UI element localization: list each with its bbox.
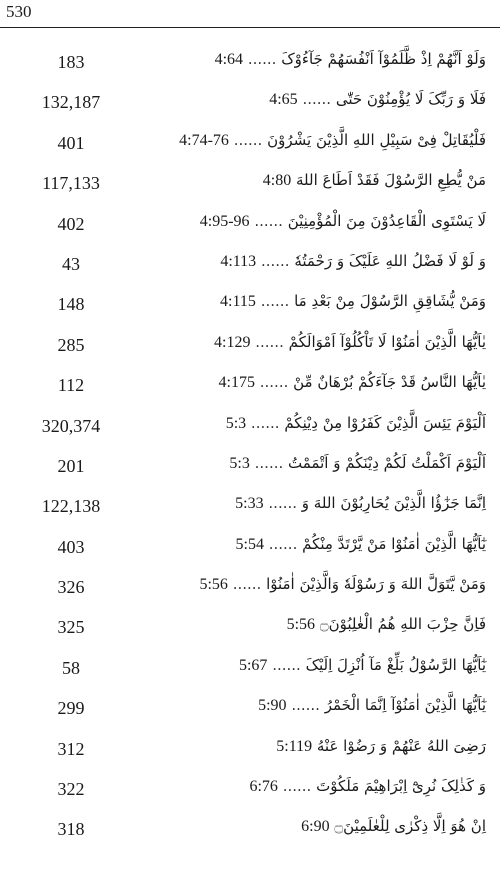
surah-verse-ref: 4:129 xyxy=(214,333,251,351)
verse-text: وَمَنْ یَّتَوَلَّ اللهَ وَ رَسُوْلَهٗ وَالَّذِیْنَ اٰمَنُوْا xyxy=(266,575,486,594)
verse-text: اِنَّمَا جَزٰٓؤُا الَّذِیْنَ یُحَارِبُوْنَ اللهَ وَ xyxy=(301,494,486,513)
verse-entry xyxy=(229,454,486,473)
index-row xyxy=(0,733,500,773)
page-references: 326 xyxy=(57,577,85,598)
page-references: 132,187 xyxy=(41,92,101,113)
page-references: 183 xyxy=(57,52,85,72)
verse-entry xyxy=(215,50,486,69)
verse-text: لَا یَسْتَوِی الْقَاعِدُوْنَ مِنَ الْمُؤْمِنِیْنَ xyxy=(287,211,486,230)
surah-verse-ref: 5:67 xyxy=(238,656,268,674)
verse-entry xyxy=(226,414,486,433)
leader-dots: ...... xyxy=(268,534,298,553)
page-references: 299 xyxy=(57,698,85,719)
surah-verse-ref: 4:175 xyxy=(218,374,255,392)
leader-dots: ...... xyxy=(247,50,277,68)
index-row xyxy=(0,86,500,126)
verse-entry xyxy=(220,252,486,271)
verse-text: یٰٓاَیُّهَا الَّذِیْنَ اٰمَنُوْآ اِنَّمَا الْخَمْرُ xyxy=(324,696,486,715)
verse-entry xyxy=(200,212,486,231)
verse-text: فَلْیُقَاتِلْ فِیْ سَبِیْلِ اللهِ الَّذِیْنَ یَشْرُوْنَ xyxy=(267,130,486,149)
page-references: 320,374 xyxy=(41,415,101,436)
page-references: 112 xyxy=(57,375,85,396)
index-row xyxy=(0,692,500,732)
page-references: 117,133 xyxy=(42,173,100,194)
page-references: 43 xyxy=(62,253,80,274)
index-row xyxy=(0,611,500,651)
page-references: 122,138 xyxy=(41,496,101,517)
verse-index-list xyxy=(0,46,500,854)
index-row xyxy=(0,450,500,490)
verse-entry xyxy=(235,494,486,513)
verse-text: یٰاَیُّهَا الَّذِیْنَ اٰمَنُوْا لَا تَاْکُلُوْآ اَمْوَالَکُمْ xyxy=(288,332,486,351)
surah-verse-ref: 5:90 xyxy=(258,697,287,715)
surah-verse-ref: 4:74-76 xyxy=(179,131,229,149)
page-references: 312 xyxy=(57,738,85,759)
surah-verse-ref: 5:3 xyxy=(225,414,247,432)
verse-entry xyxy=(258,696,486,715)
verse-text: فَاِنَّ حِزْبَ اللهِ هُمُ الْغٰلِبُوْنَ۝ xyxy=(319,615,486,634)
verse-text: اَلْیَوْمَ اَکْمَلْتُ لَکُمْ دِیْنَکُمْ وَ اَتْمَمْتُ xyxy=(288,453,486,472)
verse-entry xyxy=(199,575,486,594)
verse-entry xyxy=(220,292,486,311)
leader-dots: ...... xyxy=(232,575,262,594)
surah-verse-ref: 5:33 xyxy=(235,495,264,513)
index-row xyxy=(0,248,500,288)
verse-entry xyxy=(276,737,486,756)
verse-text: یٰاَیُّهَا النَّاسُ قَدْ جَآءَکُمْ بُرْهَانٌ مِّنْ xyxy=(293,373,486,392)
leader-dots: ...... xyxy=(233,130,263,149)
surah-verse-ref: 4:65 xyxy=(269,91,298,109)
verse-text: یٰٓاَیُّهَا الَّذِیْنَ اٰمَنُوْا مَنْ یَّرْتَدَّ مِنْکُمْ xyxy=(302,534,486,553)
surah-verse-ref: 5:3 xyxy=(229,454,250,472)
surah-verse-ref: 4:113 xyxy=(220,252,257,270)
index-row xyxy=(0,531,500,571)
page-references: 318 xyxy=(57,819,85,840)
page-references: 201 xyxy=(57,455,85,476)
page-references: 285 xyxy=(57,334,85,355)
surah-verse-ref: 5:119 xyxy=(276,737,313,755)
page-number: 530 xyxy=(6,2,32,21)
index-row xyxy=(0,813,500,853)
leader-dots: ...... xyxy=(272,655,301,674)
index-row xyxy=(0,410,500,450)
verse-entry xyxy=(287,615,486,634)
page-references: 402 xyxy=(57,213,85,234)
surah-verse-ref: 4:95-96 xyxy=(199,212,250,230)
surah-verse-ref: 5:54 xyxy=(235,535,264,553)
header-rule xyxy=(0,27,500,28)
verse-text: مَنْ یُّطِعِ الرَّسُوْلَ فَقَدْ اَطَاعَ اللهَ xyxy=(296,171,486,190)
index-row xyxy=(0,652,500,692)
verse-entry xyxy=(269,90,486,109)
leader-dots: ...... xyxy=(268,494,298,513)
verse-entry xyxy=(239,656,486,675)
leader-dots: ...... xyxy=(302,90,332,109)
page-references: 148 xyxy=(57,294,85,315)
verse-text: وَلَوْ اَنَّهُمْ اِذْ ظَّلَمُوْآ اَنْفُسَهُمْ جَآءُوْکَ xyxy=(281,50,486,68)
verse-text: وَ کَذٰلِکَ نُرِیْٓ اِبْرَاهِیْمَ مَلَکُوْتَ xyxy=(316,777,486,796)
index-row xyxy=(0,329,500,369)
verse-entry xyxy=(249,777,486,796)
leader-dots: ...... xyxy=(254,453,284,472)
leader-dots: ...... xyxy=(254,211,283,230)
page-references: 403 xyxy=(57,536,85,557)
page-references: 322 xyxy=(57,779,85,800)
surah-verse-ref: 5:56 xyxy=(286,616,316,634)
index-row xyxy=(0,773,500,813)
surah-verse-ref: 4:64 xyxy=(214,51,244,68)
index-row xyxy=(0,369,500,409)
index-row xyxy=(0,571,500,611)
index-row xyxy=(0,46,500,86)
surah-verse-ref: 6:90 xyxy=(301,818,330,836)
verse-text: یٰٓاَیُّهَا الرَّسُوْلُ بَلِّغْ مَآ اُنْزِلَ اِلَیْکَ xyxy=(305,655,486,674)
verse-text: وَ لَوْ لَا فَضْلُ اللهِ عَلَیْکَ وَ رَحْمَتُهٗ xyxy=(294,251,486,270)
leader-dots: ...... xyxy=(260,251,290,270)
verse-entry xyxy=(301,817,486,836)
verse-entry xyxy=(214,333,486,352)
leader-dots: ...... xyxy=(282,777,312,796)
surah-verse-ref: 4:80 xyxy=(262,172,292,190)
surah-verse-ref: 4:115 xyxy=(220,293,256,311)
verse-entry xyxy=(219,373,486,392)
index-row xyxy=(0,490,500,530)
surah-verse-ref: 6:76 xyxy=(249,778,278,796)
verse-text: رَضِیَ اللهُ عَنْهُمْ وَ رَضُوْا عَنْهُ xyxy=(316,736,486,755)
page-references: 58 xyxy=(62,657,80,678)
leader-dots: ...... xyxy=(250,413,280,432)
leader-dots: ...... xyxy=(259,373,289,392)
index-row xyxy=(0,167,500,207)
page-references: 401 xyxy=(57,132,85,153)
verse-text: اَلْیَوْمَ یَئِسَ الَّذِیْنَ کَفَرُوْا مِنْ دِیْنِکُمْ xyxy=(284,413,486,432)
page-references: 325 xyxy=(57,617,85,638)
verse-entry xyxy=(236,535,487,554)
index-row xyxy=(0,127,500,167)
verse-entry xyxy=(263,171,486,190)
leader-dots: ...... xyxy=(291,696,320,715)
index-row xyxy=(0,208,500,248)
leader-dots: ...... xyxy=(255,332,284,351)
verse-text: اِنْ هُوَ اِلَّا ذِکْرٰی لِلْعٰلَمِیْنَ۝ xyxy=(334,817,486,836)
leader-dots: ...... xyxy=(260,292,290,311)
verse-text: وَمَنْ یُّشَاقِقِ الرَّسُوْلَ مِنْ بَعْدِ مَا xyxy=(294,292,486,311)
index-row xyxy=(0,288,500,328)
verse-text: فَلَا وَ رَبِّکَ لَا یُؤْمِنُوْنَ حَتّٰی xyxy=(335,90,486,109)
verse-entry xyxy=(179,131,486,150)
surah-verse-ref: 5:56 xyxy=(199,576,228,594)
